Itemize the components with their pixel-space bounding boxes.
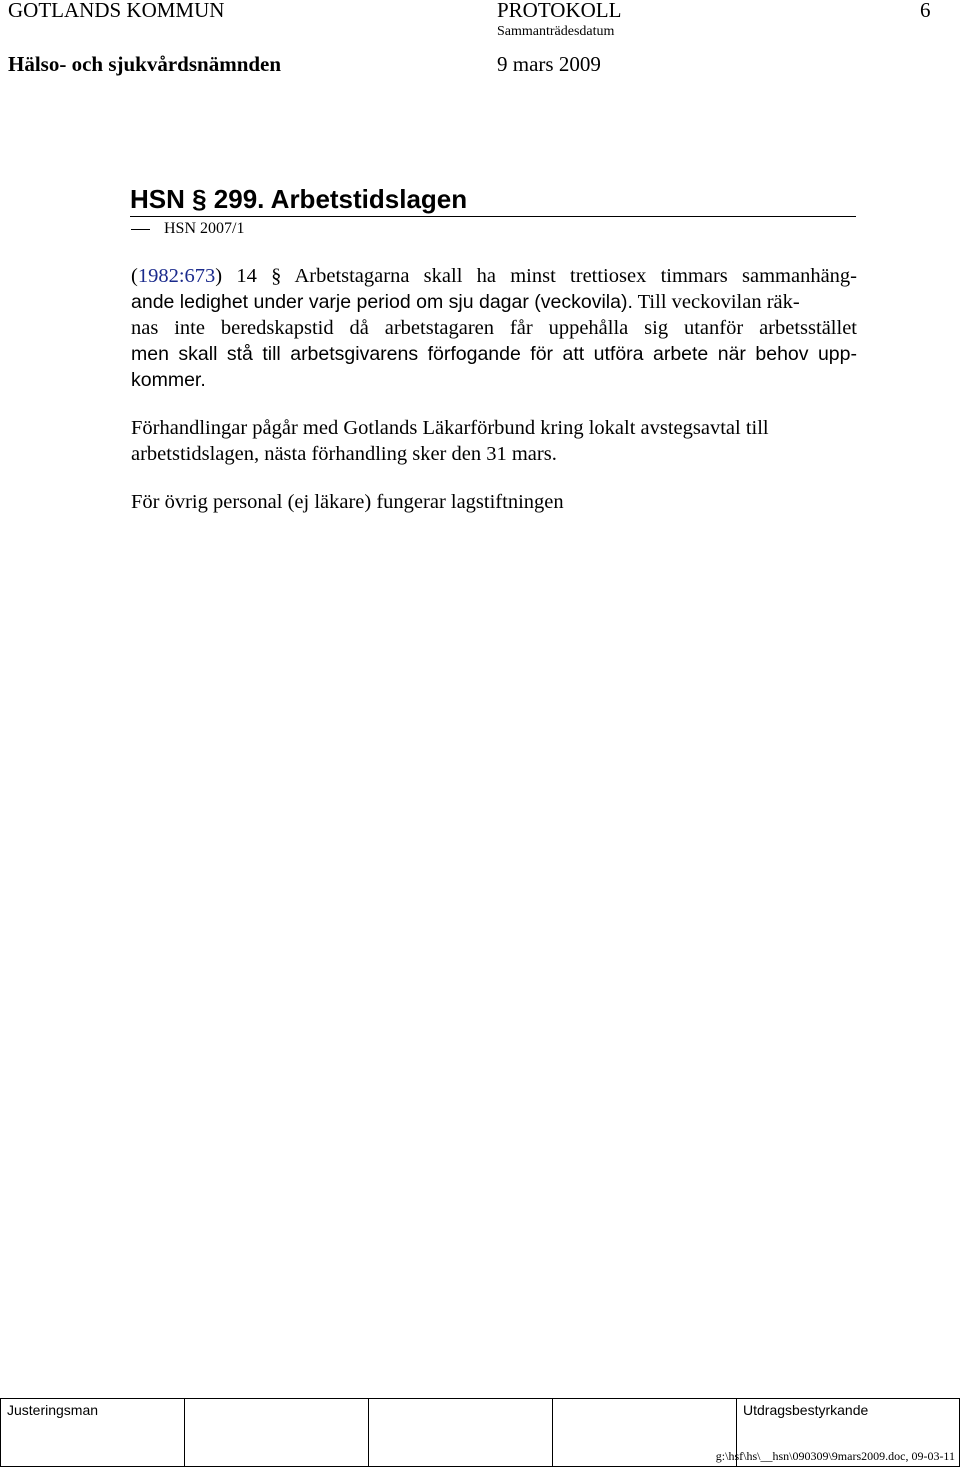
section-title: HSN § 299. Arbetstidslagen (130, 184, 468, 214)
utdrag-label: Utdragsbestyrkande (743, 1402, 869, 1418)
p2-line-1: Förhandlingar pågår med Gotlands Läkarförbund kring lokalt avstegsavtal till (131, 417, 769, 439)
doc-type: PROTOKOLL (497, 0, 622, 22)
ref-dash (131, 229, 150, 230)
paragraph-2 (131, 415, 857, 467)
committee-name: Hälso- och sjukvårdsnämnden (8, 52, 282, 76)
title-rule (130, 216, 856, 217)
case-reference: HSN 2007/1 (164, 220, 245, 237)
p1-line-4: men skall stå till arbetsgivarens förfogande för att utföra arbete när behov upp- (131, 343, 857, 365)
justering-cell-1 (1, 1399, 185, 1466)
meeting-date: 9 mars 2009 (497, 52, 601, 76)
justering-cell-3 (369, 1399, 553, 1466)
justering-cell-2 (185, 1399, 369, 1466)
file-path: g:\hsf\hs\__hsn\090309\9mars2009.doc, 09-03-11 (715, 1449, 955, 1463)
p2-line-2: arbetstidslagen, nästa förhandling sker den 31 mars. (131, 443, 557, 465)
utdrag-cell (715, 1399, 959, 1466)
p1-line-3: nas inte beredskapstid då arbetstagaren får uppehålla sig utanför arbetsstället (131, 317, 857, 339)
p1-line-2: ande ledighet under varje period om sju dagar (veckovila). Till veckovilan räk- (131, 291, 800, 313)
page-number: 6 (920, 0, 931, 22)
p3-line-1: För övrig personal (ej läkare) fungerar lagstiftningen (131, 491, 564, 513)
date-label: Sammanträdesdatum (497, 24, 615, 39)
org-name: GOTLANDS KOMMUN (8, 0, 225, 22)
p1-line-5: kommer. (131, 369, 206, 391)
signature-table (0, 1398, 960, 1467)
p1-line-1: (1982:673) 14 § Arbetstagarna skall ha minst trettiosex timmars sammanhäng- (131, 265, 857, 287)
justering-cell-4 (553, 1399, 737, 1466)
paragraph-3 (131, 489, 857, 515)
justering-label: Justeringsman (7, 1402, 99, 1418)
paragraph-1 (131, 263, 857, 393)
